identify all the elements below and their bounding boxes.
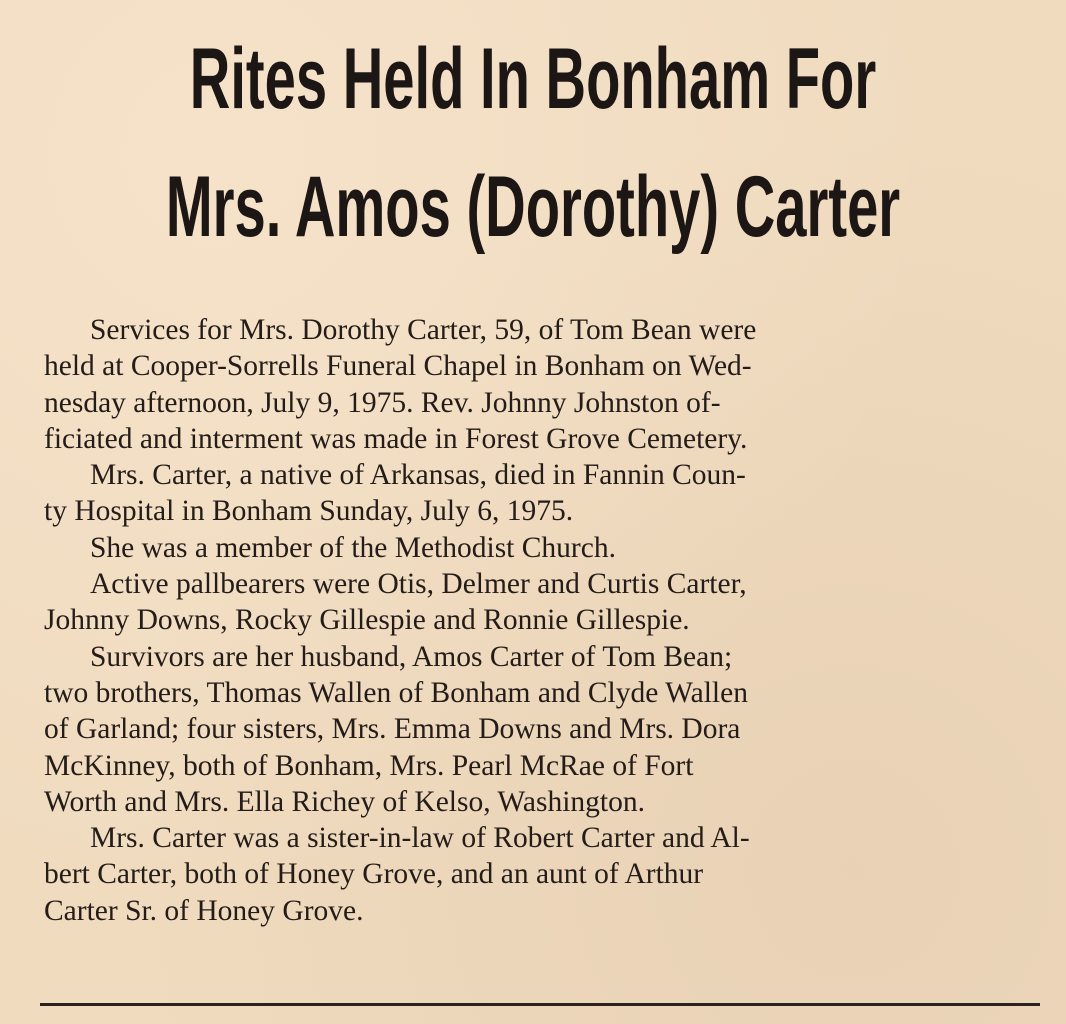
article-line: Johnny Downs, Rocky Gillespie and Ronnie Gillespie. <box>44 604 690 637</box>
headline-line-2: Mrs. Amos (Dorothy) Carter <box>165 159 901 256</box>
article-line: Worth and Mrs. Ella Richey of Kelso, Washington. <box>44 785 646 818</box>
article-line: ficiated and interment was made in Forest Grove Cemetery. <box>44 422 748 455</box>
article-line: Carter Sr. of Honey Grove. <box>44 894 364 927</box>
article-line: McKinney, both of Bonham, Mrs. Pearl McRae of Fort <box>44 749 694 782</box>
article-line: She was a member of the Methodist Church. <box>90 531 616 564</box>
article-line: Services for Mrs. Dorothy Carter, 59, of Tom Bean were <box>90 314 757 346</box>
article-line: Active pallbearers were Otis, Delmer and Curtis Carter, <box>90 568 747 601</box>
article-line: held at Cooper-Sorrells Funeral Chapel in Bonham on Wed- <box>44 350 752 383</box>
article-line: of Garland; four sisters, Mrs. Emma Downs and Mrs. Dora <box>44 713 741 746</box>
bottom-rule-divider <box>40 1003 1040 1006</box>
headline-line-1: Rites Held In Bonham For <box>189 31 877 128</box>
article-line: bert Carter, both of Honey Grove, and an aunt of Arthur <box>44 858 704 891</box>
article-line: two brothers, Thomas Wallen of Bonham and Clyde Wallen <box>44 676 748 709</box>
article-line: Mrs. Carter, a native of Arkansas, died in Fannin Coun- <box>90 459 746 492</box>
article-body <box>44 312 1004 929</box>
article-line: nesday afternoon, July 9, 1975. Rev. Johnny Johnston of- <box>44 386 721 419</box>
article-line: Mrs. Carter was a sister-in-law of Robert Carter and Al- <box>90 822 750 855</box>
article-line: ty Hospital in Bonham Sunday, July 6, 1975. <box>44 495 574 528</box>
article-line: Survivors are her husband, Amos Carter of Tom Bean; <box>90 640 733 673</box>
